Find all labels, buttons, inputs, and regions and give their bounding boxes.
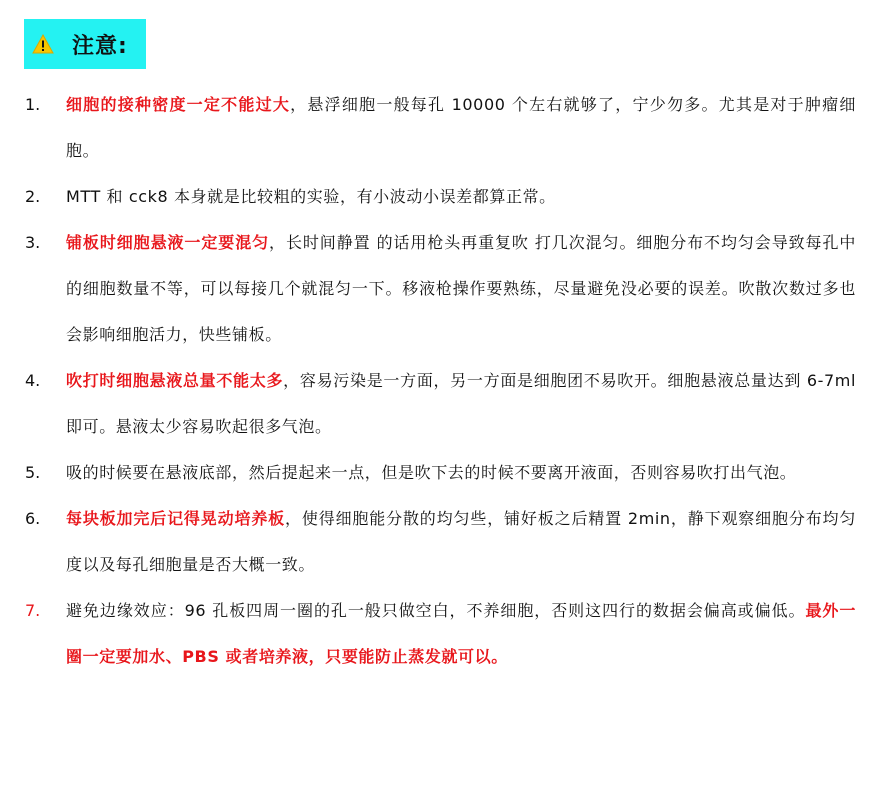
item-number: 4.	[25, 371, 41, 390]
item-number: 2.	[25, 187, 41, 206]
warning-icon	[32, 34, 54, 54]
item-highlight: 每块板加完后记得晃动培养板	[66, 509, 286, 528]
list-item	[0, 588, 888, 680]
item-body: ，长时间静置 的话用枪头再重复吹 打几次混匀。细胞分布不均匀会导致每孔中的细胞数量不等，可以每接几个就混匀一下。移液枪操作要熟练，尽量避免没必要的误差。吹散次数过多也会影响细胞活力，快些铺板。	[66, 233, 857, 344]
item-text	[66, 588, 856, 680]
notice-header	[24, 19, 146, 69]
list-item	[0, 174, 888, 220]
item-text	[66, 450, 856, 496]
item-number: 1.	[25, 95, 41, 114]
item-highlight: 吹打时细胞悬液总量不能太多	[66, 371, 284, 390]
item-highlight: 铺板时细胞悬液一定要混匀	[66, 233, 270, 252]
item-text	[66, 358, 856, 450]
item-body: ，容易污染是一方面，另一方面是细胞团不易吹开。细胞悬液总量达到 6-7ml 即可。悬液太少容易吹起很多气泡。	[66, 371, 856, 436]
item-text	[66, 174, 856, 220]
item-number: 3.	[25, 233, 41, 252]
item-highlight: 细胞的接种密度一定不能过大	[66, 95, 291, 114]
item-number: 6.	[25, 509, 41, 528]
list-item	[0, 450, 888, 496]
notes-list	[0, 82, 888, 680]
item-number: 5.	[25, 463, 41, 482]
item-text	[66, 82, 856, 174]
list-item	[0, 496, 888, 588]
list-item	[0, 220, 888, 358]
item-body: ，使得细胞能分散的均匀些，铺好板之后精置 2min，静下观察细胞分布均匀度以及每孔细胞量是否大概一致。	[66, 509, 856, 574]
item-text	[66, 496, 856, 588]
item-body: 避免边缘效应：96 孔板四周一圈的孔一般只做空白，不养细胞，否则这四行的数据会偏高或偏低。	[66, 601, 806, 620]
item-body: MTT 和 cck8 本身就是比较粗的实验，有小波动小误差都算正常。	[66, 187, 556, 206]
item-text	[66, 220, 856, 358]
notice-title: 注意:	[72, 33, 128, 59]
list-item	[0, 358, 888, 450]
item-tail-highlight: 最外一圈一定要加水、PBS 或者培养液，只要能防止蒸发就可以。	[66, 601, 856, 666]
item-number: 7.	[25, 601, 41, 620]
list-item	[0, 82, 888, 174]
item-body: 吸的时候要在悬液底部，然后提起来一点，但是吹下去的时候不要离开液面，否则容易吹打出气泡。	[66, 463, 797, 482]
item-body: ，悬浮细胞一般每孔 10000 个左右就够了，宁少勿多。尤其是对于肿瘤细胞。	[66, 95, 856, 160]
